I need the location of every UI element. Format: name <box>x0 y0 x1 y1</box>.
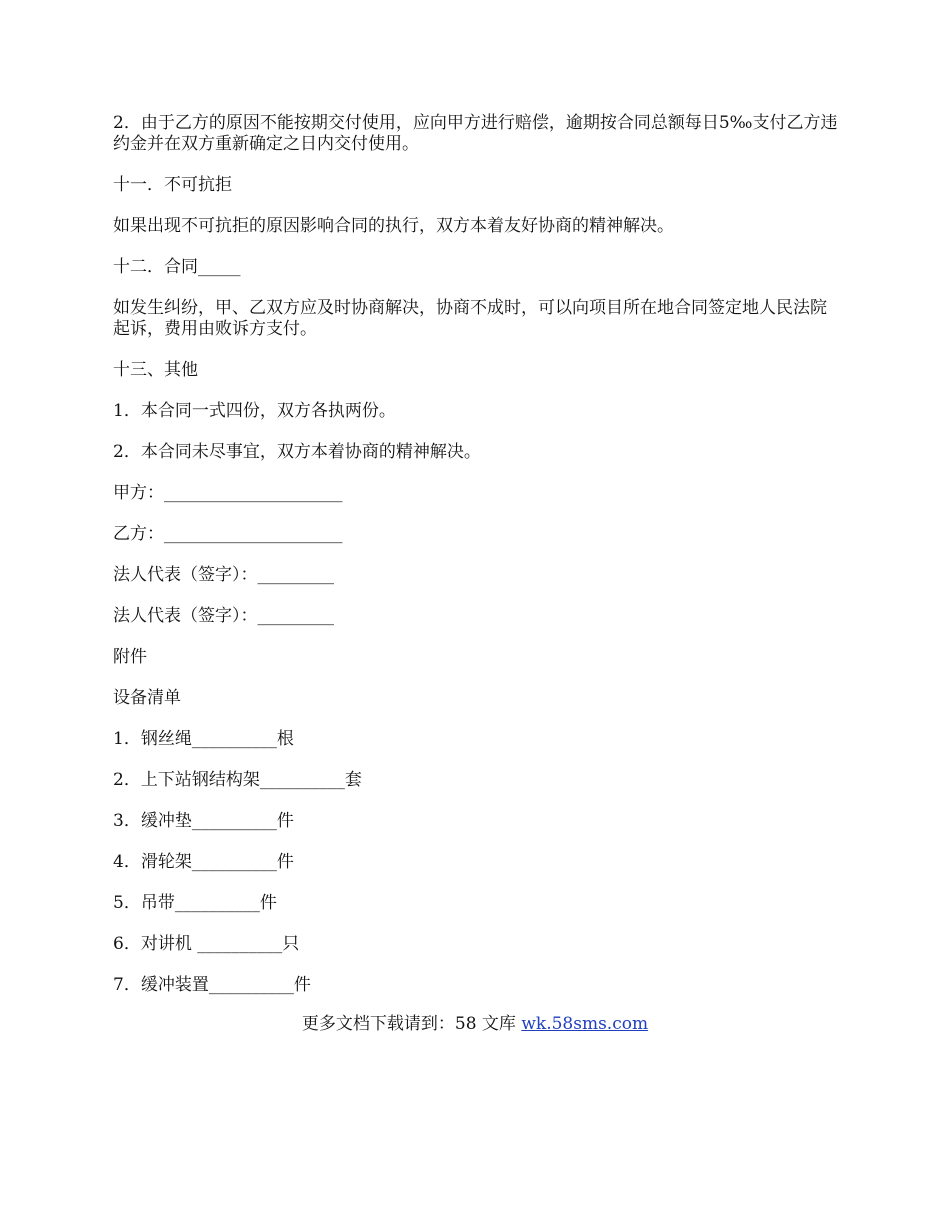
heading-equipment-list: 设备清单 <box>113 688 181 708</box>
paragraph-dispute: 如发生纠纷，甲、乙双方应及时协商解决，协商不成时，可以向项目所在地合同签定地人民法院起诉，费用由败诉方支付。 <box>113 298 827 339</box>
party-a-signature-line: 甲方：_____________________ <box>113 483 343 503</box>
legal-rep-signature-line: 法人代表（签字）：_________ <box>113 606 334 626</box>
footer-prefix: 更多文档下载请到：58 文库 <box>301 1014 522 1034</box>
equipment-item: 5．吊带__________件 <box>113 893 277 913</box>
download-footer <box>0 1014 950 1035</box>
paragraph-force-majeure: 如果出现不可抗拒的原因影响合同的执行，双方本着友好协商的精神解决。 <box>113 216 674 236</box>
equipment-item: 6．对讲机 __________只 <box>113 934 300 954</box>
paragraph-delay-compensation: 2．由于乙方的原因不能按期交付使用，应向甲方进行赔偿，逾期按合同总额每日5‰支付乙方违约金并在双方重新确定之日内交付使用。 <box>113 113 838 154</box>
paragraph-unresolved: 2．本合同未尽事宜，双方本着协商的精神解决。 <box>113 442 481 462</box>
equipment-item: 2．上下站钢结构架__________套 <box>113 770 362 790</box>
heading-other: 十三、其他 <box>113 360 198 380</box>
equipment-item: 1．钢丝绳__________根 <box>113 729 294 749</box>
equipment-item: 4．滑轮架__________件 <box>113 852 294 872</box>
heading-contract: 十二．合同_____ <box>113 257 241 277</box>
legal-rep-signature-line: 法人代表（签字）：_________ <box>113 565 334 585</box>
heading-attachment: 附件 <box>113 647 147 667</box>
equipment-item: 3．缓冲垫__________件 <box>113 811 294 831</box>
party-b-signature-line: 乙方：_____________________ <box>113 524 343 544</box>
footer-link[interactable]: wk.58sms.com <box>521 1014 649 1034</box>
equipment-item: 7．缓冲装置__________件 <box>113 975 311 995</box>
heading-force-majeure: 十一．不可抗拒 <box>113 175 232 195</box>
paragraph-copies: 1．本合同一式四份，双方各执两份。 <box>113 401 396 421</box>
document-body <box>113 113 840 1016</box>
